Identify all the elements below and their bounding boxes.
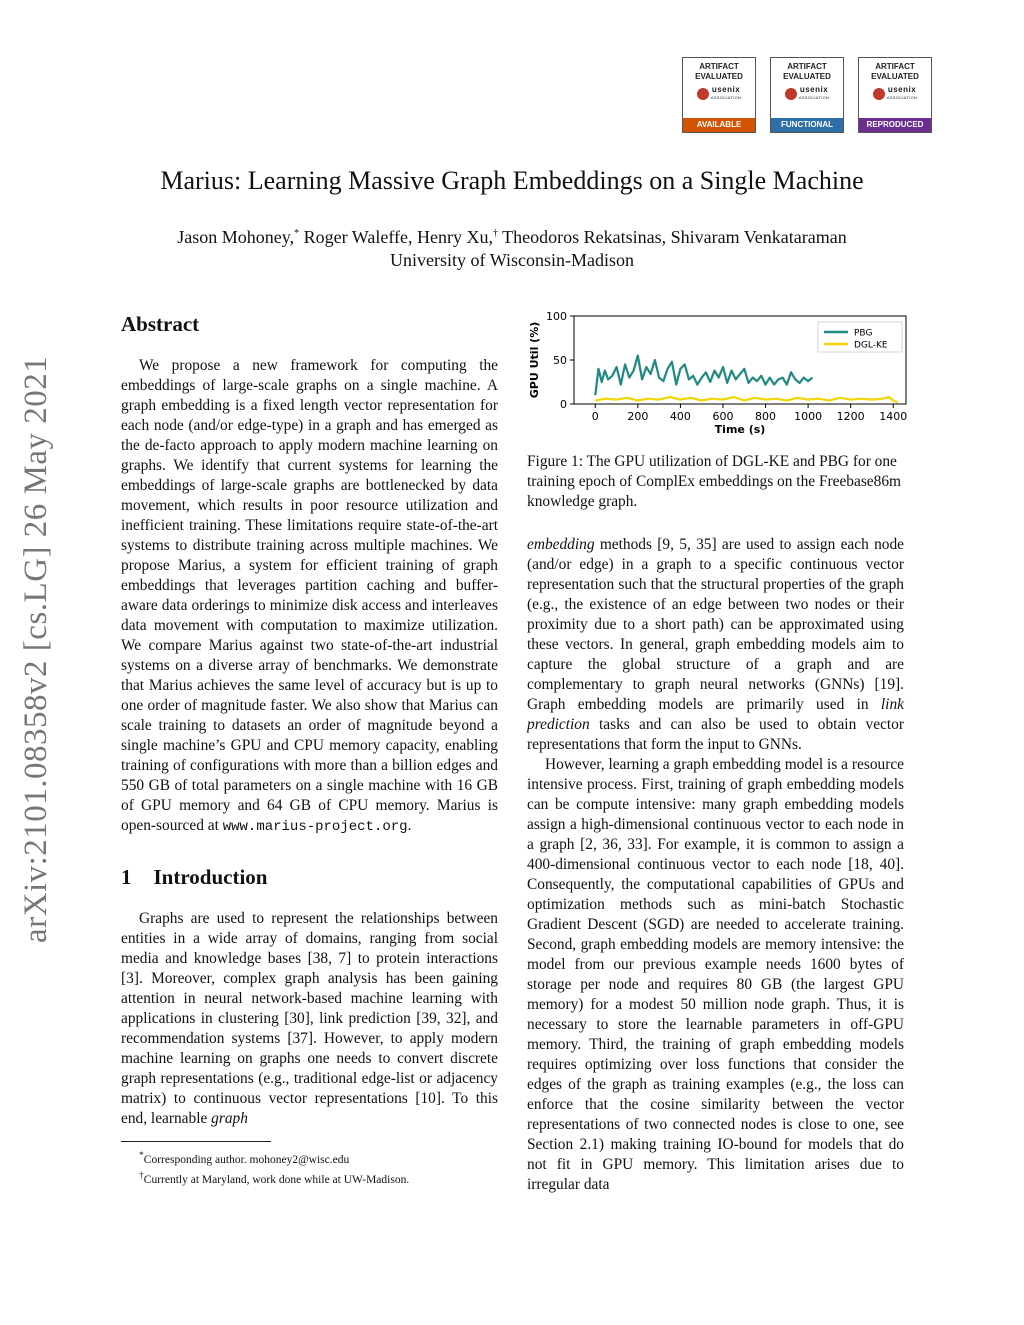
right-column (527, 535, 904, 1195)
x-tick-label: 400 (669, 410, 691, 423)
project-url: www.marius-project.org (222, 819, 408, 835)
usenix-logo-icon (697, 88, 709, 100)
badge-functional (770, 57, 844, 133)
section-title: Introduction (153, 865, 268, 889)
badge-brand: usenix (887, 85, 917, 94)
badge-assoc: ASSOCIATION (798, 95, 830, 100)
y-tick-label: 50 (553, 354, 567, 367)
footnote-2 (121, 1168, 498, 1188)
badge-label: AVAILABLE (683, 118, 755, 132)
x-tick-label: 1400 (879, 410, 908, 423)
abstract-end: . (407, 817, 412, 834)
author-2: Roger Waleffe, Henry Xu, (299, 227, 493, 247)
artifact-badges (682, 57, 932, 133)
author-block (0, 222, 1024, 272)
intro-paragraph-2: However, learning a graph embedding model is a resource intensive process. First, training of graph embedding models can be compute intensive: many graph embedding models assign a high-dimensional continuous vector to each node in a graph [2, 36, 33]. For example, it is common to assign a 400-dimensional continuous vector to each node [18, 40]. Consequently, the computational capabilities of GPUs and optimization methods such as mini-batch Stochastic Gradient Descent (SGD) are needed to accelerate training. Second, graph embedding models are memory intensive: the model from our previous example needs 1600 bytes of storage per node and requires 80 GB (the largest GPU memory) for a modest 50 million node graph. Thus, it is necessary to store the learnable parameters in off-GPU memory. Third, the training of graph embedding models requires optimizing over loss functions that consider the edges of the graph as training examples (e.g., the loss can enforce that the cosine similarity between the vector representations of two connected nodes is close to one, see Section 2.1) making training IO-bound for models that do not fit in GPU memory. This limitation arises due to irregular data (527, 756, 904, 1193)
intro-italic-start: embedding (527, 536, 595, 553)
footnote-2-text: Currently at Maryland, work done while at UW-Madison. (143, 1173, 410, 1186)
y-tick-label: 100 (546, 310, 567, 323)
badge-assoc: ASSOCIATION (886, 95, 918, 100)
author-2-mark: † (492, 228, 498, 239)
arxiv-identifier: arXiv:2101.08358v2 [cs.LG] 26 May 2021 (18, 355, 54, 943)
intro-body-2: methods [9, 5, 35] are used to assign each node (and/or edge) in a graph to a specific continuous vector representation such that the structural properties of the graph (e.g., the existence of an edge between two nodes or their proximity due to a short path) can be approximated using these vectors. In general, graph embedding models aim to capture the global structure of a graph and are complementary to graph neural networks (GNNs) [19]. Graph embedding models are primarily used in (527, 536, 904, 713)
series-line-dgl-ke (595, 397, 897, 402)
badge-line1: ARTIFACT (875, 62, 915, 71)
x-tick-label: 1000 (794, 410, 823, 423)
x-tick-label: 800 (755, 410, 777, 423)
author-1-mark: * (294, 228, 300, 239)
intro-paragraph-continued (527, 535, 904, 755)
paper-title: Marius: Learning Massive Graph Embeddings on a Single Machine (160, 166, 864, 195)
y-axis-label: GPU Util (%) (528, 321, 541, 399)
footnote-rule (121, 1141, 271, 1142)
badge-line2: EVALUATED (871, 72, 919, 81)
usenix-logo-icon (873, 88, 885, 100)
footnote-1-text: Corresponding author. mohoney2@wisc.edu (143, 1153, 350, 1166)
section-heading (121, 865, 498, 889)
figure-caption: Figure 1: The GPU utilization of DGL-KE and PBG for one training epoch of ComplEx embeddings on the Freebase86m knowledge graph. (527, 453, 901, 510)
intro-italic: graph (211, 1110, 248, 1127)
badge-line1: ARTIFACT (787, 62, 827, 71)
x-axis-label: Time (s) (714, 423, 766, 436)
intro-paragraph (121, 909, 498, 1129)
legend-label: DGL-KE (854, 340, 888, 351)
abstract-text (121, 356, 498, 837)
author-1: Jason Mohoney, (177, 227, 295, 247)
badge-line2: EVALUATED (783, 72, 831, 81)
badge-brand: usenix (711, 85, 741, 94)
gpu-util-chart (524, 306, 914, 442)
badge-available (682, 57, 756, 133)
footnote-1 (121, 1148, 498, 1168)
x-tick-label: 600 (712, 410, 734, 423)
abstract-heading: Abstract (121, 312, 200, 336)
author-list (0, 222, 1024, 249)
badge-reproduced (858, 57, 932, 133)
author-3: Theodoros Rekatsinas, Shivaram Venkataraman (497, 227, 847, 247)
badge-label: REPRODUCED (859, 118, 931, 132)
badge-label: FUNCTIONAL (771, 118, 843, 132)
badge-assoc: ASSOCIATION (710, 95, 742, 100)
footnote-2-mark: † (139, 1169, 144, 1181)
intro-italic-mid: link prediction (527, 696, 904, 733)
x-tick-label: 1200 (836, 410, 865, 423)
footnote-1-mark: * (139, 1150, 144, 1161)
affiliation: University of Wisconsin-Madison (390, 250, 634, 270)
x-tick-label: 200 (627, 410, 649, 423)
usenix-logo-icon (785, 88, 797, 100)
abstract-body: We propose a new framework for computing the embeddings of large-scale graphs on a single machine. A graph embedding is a fixed length vector representation for each node (and/or edge-type) in a graph and has emerged as the de-facto approach to apply modern machine learning on graphs. We identify that current systems for learning the embeddings of large-scale graphs are bottlenecked by data movement, which results in poor resource utilization and inefficient training. These limitations require state-of-the-art systems to distribute training across multiple machines. We propose Marius, a system for efficient training of graph embeddings that leverages partition caching and buffer-aware data orderings to minimize disk access and interleaves data movement with computation to maximize utilization. We compare Marius against two state-of-the-art industrial systems on a diverse array of benchmarks. We demonstrate that Marius achieves the same level of accuracy but is up to one order of magnitude faster. We also show that Marius can scale training to datasets an order of magnitude beyond a single machine’s GPU and CPU memory capacity, enabling training of configurations with more than a billion edges and 550 GB of total parameters on a single machine with 16 GB of GPU memory and 64 GB of CPU memory. Marius is open-sourced at (121, 357, 498, 834)
x-tick-label: 0 (591, 410, 599, 423)
left-column (121, 312, 498, 1188)
intro-body: Graphs are used to represent the relationships between entities in a wide array of domains, ranging from social media and knowledge bases [38, 7] to protein interactions [3]. Moreover, complex graph analysis has been gaining attention in neural network-based machine learning with applications in clustering [30], link prediction [39, 32], and recommendation systems [37]. However, to apply modern machine learning on graphs one needs to convert discrete graph representations (e.g., traditional edge-list or adjacency matrix) to continuous vector representations [10]. To this end, learnable (121, 910, 498, 1127)
section-number: 1 (121, 865, 132, 889)
intro-body-3: tasks and can also be used to obtain vector representations that form the input to GNNs. (527, 716, 904, 753)
badge-line1: ARTIFACT (699, 62, 739, 71)
badge-line2: EVALUATED (695, 72, 743, 81)
series-line-pbg (595, 356, 812, 396)
badge-brand: usenix (799, 85, 829, 94)
legend-label: PBG (854, 328, 873, 339)
y-tick-label: 0 (560, 398, 567, 411)
